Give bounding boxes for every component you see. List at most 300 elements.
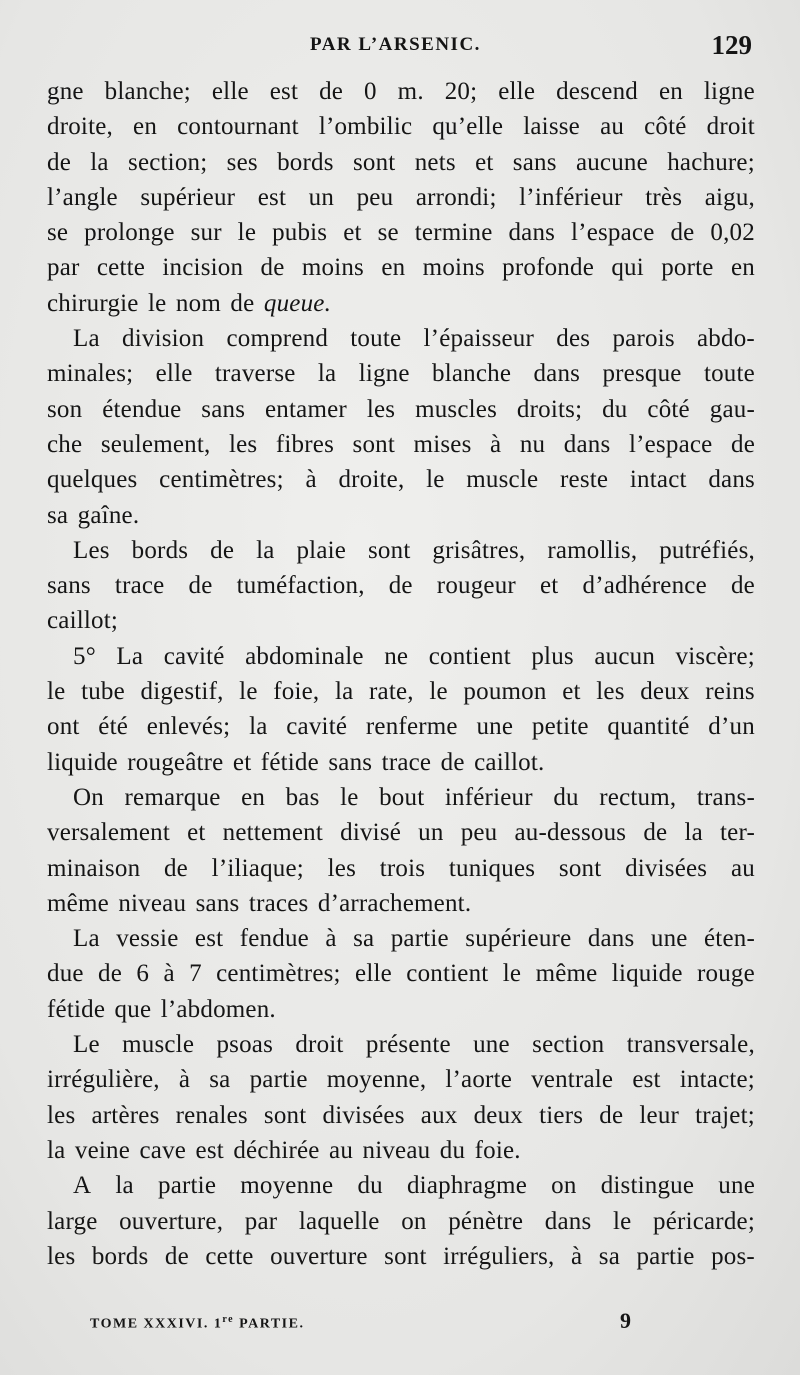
word: peu bbox=[460, 819, 498, 847]
word: plaie bbox=[296, 536, 347, 564]
word: partie bbox=[158, 1172, 217, 1200]
word: d’adhérence bbox=[582, 572, 707, 600]
word: trans- bbox=[696, 783, 755, 811]
word: les bbox=[366, 395, 396, 423]
word: minaison bbox=[47, 854, 141, 882]
word: et bbox=[475, 148, 494, 176]
text-line bbox=[47, 180, 755, 215]
word: le bbox=[613, 1207, 632, 1235]
word: inférieur bbox=[444, 783, 533, 811]
word: versalement bbox=[47, 819, 170, 847]
word: son bbox=[47, 395, 83, 423]
word: en bbox=[658, 78, 683, 105]
text-line bbox=[47, 851, 755, 886]
word: contournant bbox=[177, 113, 299, 141]
footer-tome-suffix: PARTIE. bbox=[234, 1316, 305, 1332]
text-line bbox=[47, 462, 755, 497]
footer-tome-label bbox=[90, 1314, 304, 1333]
text-line bbox=[47, 109, 755, 144]
word: profonde bbox=[502, 254, 594, 282]
word: la bbox=[256, 536, 275, 564]
word: péricarde; bbox=[653, 1207, 755, 1235]
word: la bbox=[90, 148, 109, 176]
word: et bbox=[343, 219, 362, 247]
word: La bbox=[73, 325, 100, 353]
word: la bbox=[334, 678, 354, 706]
word: irrégulière, bbox=[47, 1066, 160, 1094]
page-number: 129 bbox=[711, 30, 752, 60]
word: à bbox=[178, 1066, 191, 1094]
word: prolonge bbox=[84, 219, 175, 247]
text-line bbox=[47, 709, 755, 744]
word: reins bbox=[705, 678, 755, 706]
text-line bbox=[47, 1062, 755, 1097]
word: côté bbox=[647, 395, 690, 423]
word: La bbox=[73, 925, 100, 953]
word: sa bbox=[598, 1242, 620, 1270]
word: dans bbox=[708, 466, 755, 494]
word: nettement bbox=[222, 819, 324, 847]
word: l’espace bbox=[628, 430, 713, 458]
word: On bbox=[73, 783, 104, 811]
word: poumon bbox=[463, 678, 547, 706]
word: porte bbox=[661, 254, 714, 282]
word: à bbox=[490, 430, 502, 458]
text-line bbox=[47, 1168, 755, 1203]
word: droite, bbox=[47, 113, 113, 141]
word: ont bbox=[47, 713, 80, 741]
word: viscère; bbox=[675, 642, 755, 670]
word: une bbox=[476, 713, 514, 741]
word: toute bbox=[350, 325, 402, 353]
word: rouge bbox=[696, 960, 755, 988]
word: l’aorte bbox=[445, 1066, 513, 1094]
word: moyenne bbox=[240, 1172, 334, 1200]
word: muscle bbox=[122, 1031, 195, 1059]
word: bords bbox=[91, 1242, 149, 1270]
text-line bbox=[47, 780, 755, 815]
word: de bbox=[670, 219, 695, 247]
word: foie, bbox=[273, 678, 320, 706]
word: aucune bbox=[575, 148, 648, 176]
word: droite, bbox=[338, 466, 405, 494]
word: moyenne, bbox=[326, 1066, 427, 1094]
word: parois bbox=[612, 325, 675, 353]
word: du bbox=[602, 395, 628, 423]
word: du bbox=[553, 783, 579, 811]
word: dans bbox=[533, 360, 581, 388]
word: d’un bbox=[708, 713, 755, 741]
running-title: PAR L’ARSENIC. bbox=[310, 34, 481, 55]
word: divisées bbox=[322, 1101, 405, 1129]
word: sont bbox=[352, 430, 396, 458]
word: de bbox=[731, 430, 755, 458]
word: 6 bbox=[136, 960, 150, 988]
word: qu’elle bbox=[432, 113, 504, 141]
word: tiers bbox=[539, 1101, 584, 1129]
word: de bbox=[599, 1101, 624, 1129]
text-line bbox=[47, 921, 755, 956]
word: droits; bbox=[516, 395, 583, 423]
word: leur bbox=[639, 1101, 680, 1129]
word: A bbox=[73, 1172, 92, 1200]
word: bords bbox=[131, 536, 189, 564]
word: la bbox=[684, 819, 703, 847]
word: deux bbox=[473, 1101, 523, 1129]
word: sans bbox=[201, 395, 246, 423]
word: été bbox=[98, 713, 129, 741]
word: même bbox=[535, 960, 598, 988]
word: sur bbox=[190, 219, 222, 247]
word: termine bbox=[414, 219, 493, 247]
text-line bbox=[47, 250, 755, 285]
word: divisées bbox=[625, 854, 708, 882]
text-line bbox=[47, 356, 755, 391]
word: fendue bbox=[239, 925, 309, 953]
text-line bbox=[47, 1204, 755, 1239]
running-head bbox=[48, 30, 760, 64]
word: trajet; bbox=[695, 1101, 755, 1129]
word: rougeur bbox=[436, 572, 516, 600]
word: laisse bbox=[523, 113, 580, 141]
word: moins bbox=[301, 254, 364, 282]
word: en bbox=[241, 783, 266, 811]
word: elle bbox=[355, 960, 392, 988]
word: irréguliers, bbox=[443, 1242, 555, 1270]
word: cavité bbox=[286, 713, 348, 741]
word: est bbox=[194, 925, 224, 953]
word: ses bbox=[226, 148, 258, 176]
word: cette bbox=[96, 254, 146, 282]
word: et bbox=[540, 572, 559, 600]
text-line: même niveau sans traces d’arrachement. bbox=[47, 889, 472, 917]
word: abdo- bbox=[697, 325, 755, 353]
word: diaphragme bbox=[406, 1172, 527, 1200]
word: fibres bbox=[275, 430, 334, 458]
word: peu bbox=[356, 183, 394, 211]
word: la bbox=[115, 1172, 134, 1200]
word: un bbox=[308, 183, 335, 211]
word: de bbox=[47, 148, 71, 176]
word: petite bbox=[531, 713, 589, 741]
word: gne bbox=[47, 78, 84, 105]
word: blanche bbox=[432, 360, 512, 388]
text-line bbox=[47, 74, 755, 109]
word: vessie bbox=[116, 925, 179, 953]
text-line bbox=[47, 815, 755, 850]
word: l’espace bbox=[571, 219, 655, 247]
word: sont bbox=[352, 148, 396, 176]
word: mises bbox=[413, 430, 472, 458]
word: ramollis, bbox=[547, 536, 638, 564]
text-line: la veine cave est déchirée au niveau du foie. bbox=[47, 1136, 521, 1164]
word: renferme bbox=[365, 713, 458, 741]
word: 0 bbox=[364, 78, 377, 105]
word: en bbox=[381, 254, 406, 282]
word: pénètre bbox=[448, 1207, 524, 1235]
word: au-dessous bbox=[514, 819, 627, 847]
word: de bbox=[260, 254, 285, 282]
word: tuniques bbox=[448, 854, 536, 882]
text-line bbox=[47, 321, 755, 356]
word: bas bbox=[285, 783, 320, 811]
word: bout bbox=[379, 783, 425, 811]
word: Les bbox=[73, 536, 110, 564]
word: ne bbox=[384, 642, 409, 670]
text-line: caillot; bbox=[47, 607, 119, 635]
word: et bbox=[187, 819, 206, 847]
word: par bbox=[47, 254, 80, 282]
word: sont bbox=[263, 1101, 307, 1129]
word: de bbox=[163, 854, 188, 882]
word: muscles bbox=[415, 395, 498, 423]
word: le bbox=[239, 678, 258, 706]
word: la bbox=[317, 360, 337, 388]
word: et bbox=[562, 678, 581, 706]
word: à bbox=[163, 960, 175, 988]
body-text bbox=[47, 74, 755, 1274]
word: ouverture, bbox=[119, 1207, 224, 1235]
word: large bbox=[47, 1207, 98, 1235]
word: aigu, bbox=[704, 183, 755, 211]
word: les bbox=[47, 1101, 76, 1129]
word: remarque bbox=[124, 783, 221, 811]
word: elle bbox=[211, 78, 249, 105]
word: transversale, bbox=[626, 1031, 755, 1059]
word: muscle bbox=[466, 466, 539, 494]
page-footer bbox=[90, 1308, 650, 1338]
word: ouverture bbox=[270, 1242, 368, 1270]
signature-mark: 9 bbox=[620, 1308, 631, 1333]
word: cette bbox=[205, 1242, 254, 1270]
word: La bbox=[116, 642, 144, 670]
word: m. bbox=[397, 78, 424, 105]
word: aux bbox=[420, 1101, 458, 1129]
word: trace bbox=[114, 572, 165, 600]
word: les bbox=[228, 430, 258, 458]
text-line: fétide que l’abdomen. bbox=[47, 995, 276, 1023]
word: arrondi; bbox=[415, 183, 497, 211]
word: aucun bbox=[594, 642, 656, 670]
word: entamer bbox=[265, 395, 347, 423]
word: sa bbox=[209, 1066, 231, 1094]
text-span: chirurgie le nom de bbox=[47, 289, 255, 317]
word: un bbox=[418, 819, 444, 847]
word: sont bbox=[558, 854, 602, 882]
word: des bbox=[556, 325, 591, 353]
word: 20; bbox=[444, 78, 478, 105]
text-line bbox=[47, 639, 755, 674]
word: deux bbox=[640, 678, 690, 706]
word: centimètres; bbox=[216, 960, 341, 988]
word: on bbox=[401, 1207, 427, 1235]
word: à bbox=[305, 466, 317, 494]
word: pubis bbox=[272, 219, 328, 247]
word: partie bbox=[390, 925, 449, 953]
word: de bbox=[164, 1242, 189, 1270]
word: grisâtres, bbox=[432, 536, 526, 564]
word: 7 bbox=[189, 960, 202, 988]
word: à bbox=[570, 1242, 583, 1270]
word: dans bbox=[587, 925, 635, 953]
word: traverse bbox=[214, 360, 296, 388]
word: se bbox=[377, 219, 399, 247]
word: tuméfaction, bbox=[236, 572, 365, 600]
word: ligne bbox=[358, 360, 410, 388]
word: sont bbox=[384, 1242, 427, 1270]
word: intact bbox=[629, 466, 687, 494]
emphasis-queue: queue. bbox=[263, 289, 332, 317]
word: contient bbox=[406, 960, 489, 988]
word: supérieure bbox=[465, 925, 572, 953]
word: qui bbox=[611, 254, 644, 282]
word: une bbox=[473, 1031, 510, 1059]
word: trois bbox=[379, 854, 426, 882]
word: psoas bbox=[216, 1031, 274, 1059]
word: le bbox=[340, 783, 359, 811]
word: supérieur bbox=[140, 183, 236, 211]
word: ventrale bbox=[531, 1066, 614, 1094]
word: minales; bbox=[47, 360, 134, 388]
word: au bbox=[730, 854, 755, 882]
word: cavité bbox=[163, 642, 225, 670]
word: quelques bbox=[47, 466, 138, 494]
word: l’angle bbox=[47, 183, 118, 211]
word: seulement, bbox=[100, 430, 211, 458]
word: due bbox=[47, 960, 84, 988]
word: blanche; bbox=[104, 78, 191, 105]
word: presque bbox=[602, 360, 682, 388]
word: hachure; bbox=[667, 148, 755, 176]
word: sont bbox=[368, 536, 411, 564]
word: une bbox=[650, 925, 688, 953]
word: plus bbox=[531, 642, 574, 670]
word: étendue bbox=[102, 395, 182, 423]
word: en bbox=[133, 113, 158, 141]
word: enlevés; bbox=[146, 713, 231, 741]
text-line bbox=[47, 427, 755, 462]
word: l’épaisseur bbox=[423, 325, 535, 353]
word: présente bbox=[365, 1031, 451, 1059]
word: les bbox=[47, 1242, 76, 1270]
word: une bbox=[718, 1172, 755, 1200]
text-line bbox=[47, 674, 755, 709]
word: de bbox=[319, 78, 344, 105]
word: de bbox=[188, 572, 213, 600]
word: quantité bbox=[607, 713, 690, 741]
word: la bbox=[249, 713, 268, 741]
word: au bbox=[600, 113, 625, 141]
word: toute bbox=[703, 360, 755, 388]
word: divisé bbox=[340, 819, 402, 847]
word: le bbox=[429, 678, 448, 706]
word: renales bbox=[175, 1101, 248, 1129]
word: moins bbox=[422, 254, 485, 282]
word: de bbox=[98, 960, 123, 988]
text-line bbox=[47, 1239, 755, 1274]
word: Le bbox=[73, 1031, 100, 1059]
word: de bbox=[730, 572, 755, 600]
word: les bbox=[596, 678, 625, 706]
word: sa bbox=[353, 925, 375, 953]
word: 5° bbox=[73, 642, 96, 670]
text-line bbox=[47, 286, 755, 321]
word: comprend bbox=[226, 325, 329, 353]
word: est bbox=[269, 78, 299, 105]
word: descend bbox=[556, 78, 638, 105]
word: ter- bbox=[720, 819, 755, 847]
word: est bbox=[632, 1066, 661, 1094]
word: le bbox=[47, 678, 66, 706]
word: très bbox=[645, 183, 683, 211]
word: gau- bbox=[709, 395, 755, 423]
word: rectum, bbox=[599, 783, 677, 811]
word: partie bbox=[249, 1066, 308, 1094]
word: dans bbox=[563, 430, 611, 458]
text-line bbox=[47, 533, 755, 568]
word: est bbox=[257, 183, 287, 211]
word: division bbox=[122, 325, 205, 353]
word: elle bbox=[498, 78, 536, 105]
word: en bbox=[730, 254, 755, 282]
word: 0,02 bbox=[710, 219, 755, 247]
footer-tome-text: TOME XXXIVI. 1 bbox=[90, 1316, 223, 1332]
word: elle bbox=[155, 360, 193, 388]
word: nu bbox=[519, 430, 546, 458]
word: l’inférieur bbox=[519, 183, 623, 211]
text-line bbox=[47, 568, 755, 603]
word: par bbox=[244, 1207, 278, 1235]
word: tube bbox=[81, 678, 125, 706]
text-line bbox=[47, 145, 755, 180]
word: droit bbox=[295, 1031, 344, 1059]
word: de bbox=[210, 536, 235, 564]
word: distingue bbox=[600, 1172, 695, 1200]
word: dans bbox=[544, 1207, 592, 1235]
word: bords bbox=[277, 148, 334, 176]
word: de bbox=[643, 819, 668, 847]
text-line bbox=[47, 956, 755, 991]
word: laquelle bbox=[298, 1207, 380, 1235]
word: ligne bbox=[703, 78, 755, 105]
word: se bbox=[47, 219, 69, 247]
word: rate, bbox=[369, 678, 414, 706]
word: centimètres; bbox=[159, 466, 284, 494]
word: les bbox=[327, 854, 356, 882]
text-line bbox=[47, 1027, 755, 1062]
word: abdominale bbox=[245, 642, 364, 670]
text-line bbox=[47, 392, 755, 427]
word: liquide bbox=[611, 960, 683, 988]
text-line: liquide rougeâtre et fétide sans trace de caillot. bbox=[47, 748, 545, 776]
word: incision bbox=[162, 254, 244, 282]
footer-tome-superscript: re bbox=[222, 1314, 235, 1325]
word: intacte; bbox=[679, 1066, 755, 1094]
word: dans bbox=[508, 219, 556, 247]
word: le bbox=[502, 960, 522, 988]
word: digestif, bbox=[140, 678, 224, 706]
word: section; bbox=[128, 148, 208, 176]
word: sans bbox=[47, 572, 91, 600]
word: côté bbox=[644, 113, 687, 141]
word: partie bbox=[636, 1242, 695, 1270]
word: droit bbox=[706, 113, 755, 141]
word: éten- bbox=[704, 925, 755, 953]
word: on bbox=[551, 1172, 577, 1200]
word: pos- bbox=[711, 1242, 755, 1270]
word: à bbox=[325, 925, 337, 953]
word: contient bbox=[428, 642, 511, 670]
